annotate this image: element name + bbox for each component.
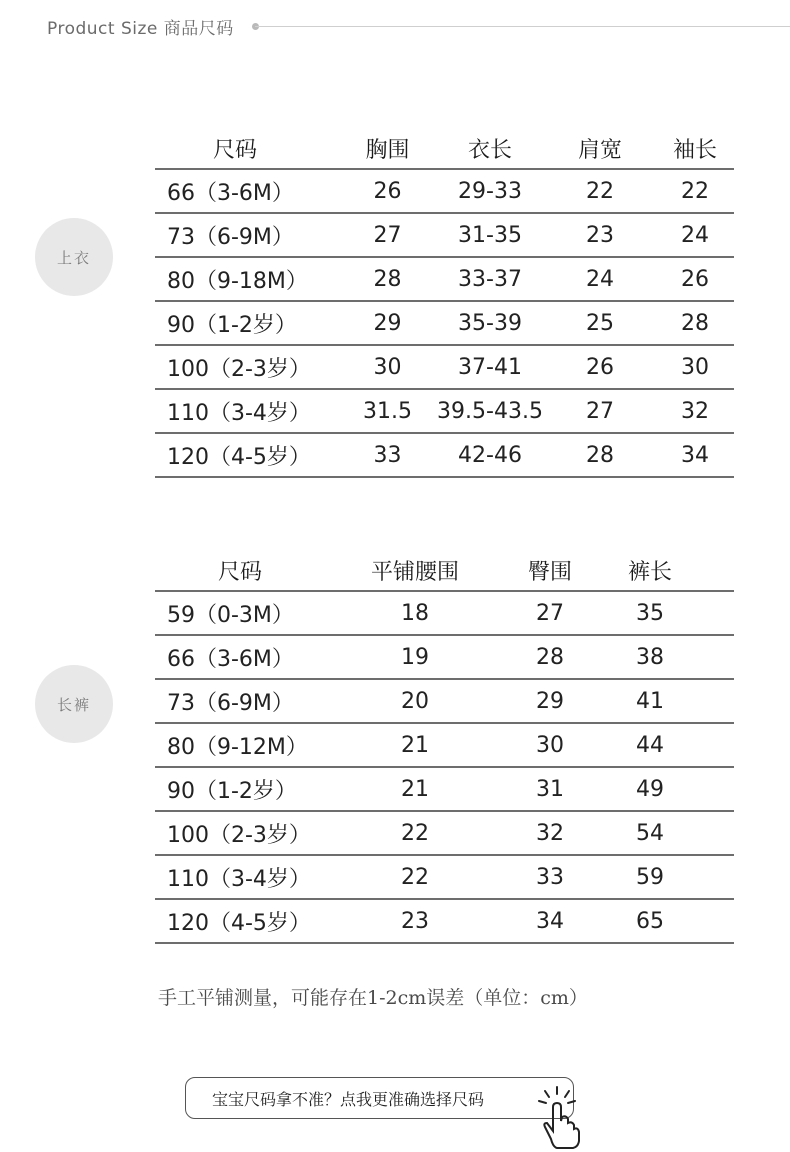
table-cell: 28 [681, 310, 709, 336]
table-cell: 65 [636, 908, 664, 934]
table-cell: 22 [586, 178, 614, 204]
table-row [155, 170, 734, 214]
column-header: 平铺腰围 [370, 559, 459, 585]
table-cell: 22 [401, 820, 429, 846]
table-cell: 25 [586, 310, 614, 336]
pants-badge: 长裤 [35, 665, 113, 743]
table-cell: 38 [636, 644, 664, 670]
table-row [155, 214, 734, 258]
table-cell: 20 [401, 688, 429, 714]
table-cell: 30 [536, 732, 564, 758]
table-cell: 27 [586, 398, 614, 424]
table-cell: 27 [536, 600, 564, 626]
size-guide-button[interactable] [185, 1077, 574, 1119]
table-cell: 28 [586, 442, 614, 468]
table-cell: 66（3-6M） [167, 646, 294, 672]
table-cell: 18 [401, 600, 429, 626]
table-header-row [155, 550, 734, 592]
size-guide-label: 宝宝尺码拿不准？点我更准确选择尺码 [212, 1089, 485, 1109]
table-row [155, 302, 734, 346]
table-cell: 33 [373, 442, 402, 468]
table-cell: 29 [536, 688, 564, 714]
table-cell: 80（9-18M） [167, 268, 308, 294]
table-cell: 80（9-12M） [167, 734, 308, 760]
table-cell: 42-46 [458, 442, 522, 468]
column-header: 臀围 [527, 559, 572, 585]
table-cell: 31-35 [458, 222, 522, 248]
table-row [155, 680, 734, 724]
table-row [155, 900, 734, 944]
table-cell: 32 [681, 398, 709, 424]
table-cell: 90（1-2岁） [167, 778, 297, 804]
table-cell: 54 [636, 820, 664, 846]
section-title: Product Size 商品尺码 [47, 19, 234, 39]
table-cell: 29 [373, 310, 402, 336]
table-row [155, 390, 734, 434]
table-cell: 59 [636, 864, 664, 890]
table-cell: 26 [681, 266, 709, 292]
table-cell: 30 [681, 354, 709, 380]
table-cell: 24 [586, 266, 614, 292]
table-cell: 34 [681, 442, 709, 468]
table-cell: 110（3-4岁） [167, 866, 311, 892]
table-cell: 120（4-5岁） [167, 444, 311, 470]
table-row [155, 346, 734, 390]
table-cell: 21 [401, 732, 429, 758]
table-cell: 23 [401, 908, 429, 934]
table-cell: 22 [681, 178, 709, 204]
table-row [155, 636, 734, 680]
table-header-row [155, 128, 734, 170]
column-header: 胸围 [365, 137, 410, 163]
table-cell: 24 [681, 222, 709, 248]
table-cell: 37-41 [458, 354, 522, 380]
table-cell: 35 [636, 600, 664, 626]
table-row [155, 724, 734, 768]
table-cell: 34 [536, 908, 564, 934]
top-size-table [155, 128, 734, 478]
table-cell: 49 [636, 776, 664, 802]
table-row [155, 592, 734, 636]
table-cell: 28 [536, 644, 564, 670]
column-header: 尺码 [212, 137, 257, 163]
header-divider [255, 26, 790, 27]
column-header: 肩宽 [577, 137, 622, 163]
table-cell: 23 [586, 222, 614, 248]
column-header: 裤长 [627, 559, 672, 585]
table-cell: 73（6-9M） [167, 690, 294, 716]
table-row [155, 856, 734, 900]
table-cell: 26 [373, 178, 402, 204]
pointing-hand-icon[interactable] [535, 1085, 585, 1150]
table-cell: 31.5 [363, 398, 412, 424]
table-cell: 44 [636, 732, 664, 758]
table-cell: 33 [536, 864, 564, 890]
top-badge: 上衣 [35, 218, 113, 296]
table-cell: 35-39 [458, 310, 522, 336]
table-cell: 59（0-3M） [167, 602, 294, 628]
table-cell: 27 [373, 222, 402, 248]
table-cell: 33-37 [458, 266, 522, 292]
table-cell: 19 [401, 644, 429, 670]
table-cell: 100（2-3岁） [167, 822, 311, 848]
table-cell: 41 [636, 688, 664, 714]
table-cell: 26 [586, 354, 614, 380]
table-cell: 30 [373, 354, 402, 380]
table-cell: 32 [536, 820, 564, 846]
column-header: 袖长 [672, 137, 717, 163]
column-header: 尺码 [217, 559, 262, 585]
table-cell: 28 [373, 266, 402, 292]
column-header: 衣长 [467, 137, 512, 163]
table-cell: 73（6-9M） [167, 224, 294, 250]
table-row [155, 258, 734, 302]
table-cell: 31 [536, 776, 564, 802]
table-cell: 29-33 [458, 178, 522, 204]
table-cell: 66（3-6M） [167, 180, 294, 206]
table-cell: 39.5-43.5 [437, 398, 543, 424]
table-row [155, 768, 734, 812]
measurement-note: 手工平铺测量，可能存在1-2cm误差（单位：cm） [158, 987, 588, 1009]
table-cell: 22 [401, 864, 429, 890]
table-cell: 110（3-4岁） [167, 400, 311, 426]
table-row [155, 434, 734, 478]
table-cell: 100（2-3岁） [167, 356, 311, 382]
table-cell: 21 [401, 776, 429, 802]
table-cell: 120（4-5岁） [167, 910, 311, 936]
table-cell: 90（1-2岁） [167, 312, 297, 338]
pants-size-table [155, 550, 734, 944]
table-row [155, 812, 734, 856]
